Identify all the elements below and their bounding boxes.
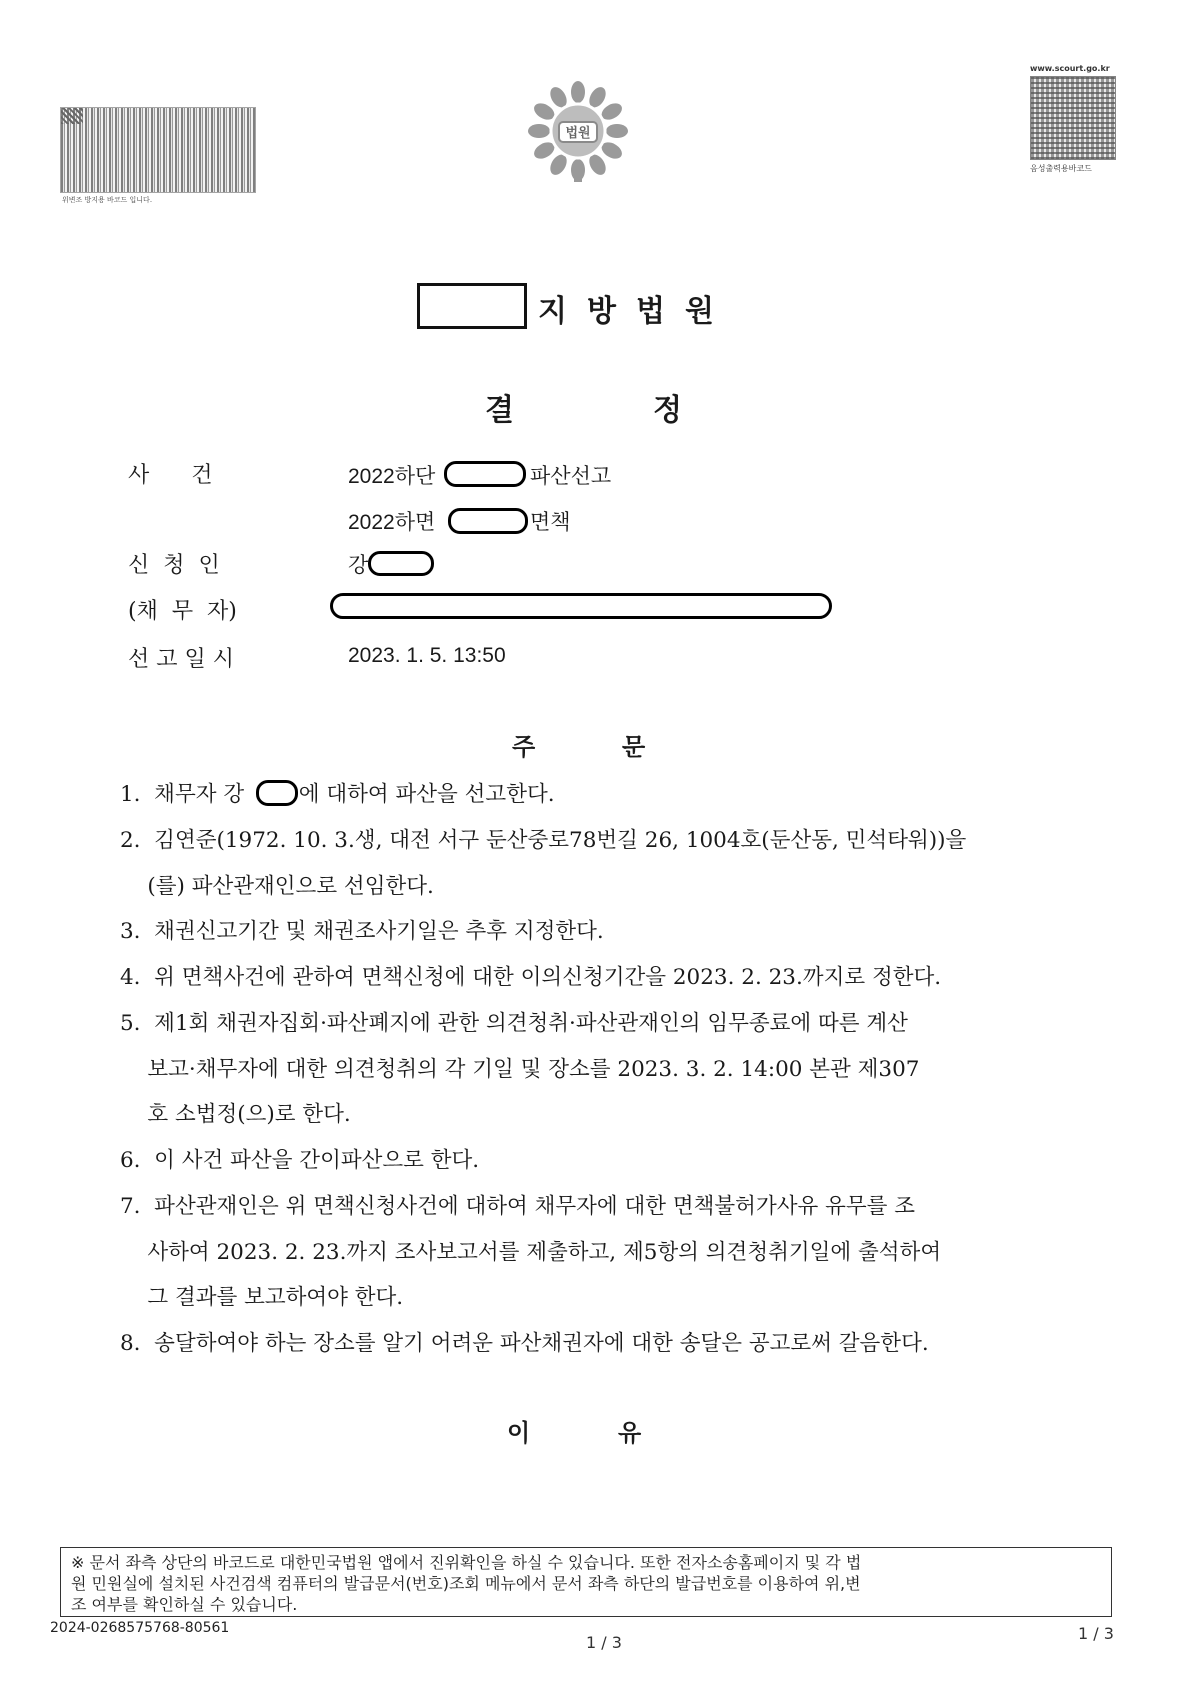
- order-item-2-line-2: (를) 파산관재인으로 선임한다.: [120, 874, 434, 899]
- redacted-case-number-2: [448, 508, 528, 534]
- redacted-debtor-address: [330, 593, 832, 619]
- qr-caption: 음성출력용바코드: [1030, 164, 1092, 173]
- notice-line-2: 원 민원실에 설치된 사건검색 컴퓨터의 발급문서(번호)조회 메뉴에서 문서 좌측 하단의 발급번호를 이용하여 위,변: [71, 1574, 861, 1593]
- seal-text: 법원: [565, 126, 591, 141]
- applicant-label: 신 청 인: [128, 553, 220, 578]
- order-item-6-line-1: 6. 이 사건 파산을 간이파산으로 한다.: [120, 1148, 480, 1173]
- case-value-1-prefix: 2022하단: [348, 465, 436, 488]
- court-name: 지방법원: [538, 294, 734, 329]
- barcode-caption: 위변조 방지용 바코드 입니다.: [62, 196, 153, 204]
- date-label: 선 고 일 시: [128, 647, 234, 672]
- redacted-applicant-name: [368, 551, 434, 576]
- reason-head-right: 유: [618, 1419, 642, 1447]
- order-item-4-line-1: 4. 위 면책사건에 관하여 면책신청에 대한 이의신청기간을 2023. 2. 23.까지로 정한다.: [120, 965, 942, 990]
- applicant-value-prefix: 강: [348, 554, 369, 577]
- case-value-1-suffix: 파산선고: [530, 465, 612, 488]
- verification-notice: [60, 1547, 1112, 1617]
- order-item-7-line-1: 7. 파산관재인은 위 면책신청사건에 대하여 채무자에 대한 면책불허가사유 유무를 조: [120, 1194, 916, 1219]
- case-value-2-suffix: 면책: [530, 511, 571, 534]
- doc-title-left: 결: [485, 393, 514, 428]
- case-value-2-prefix: 2022하면: [348, 511, 436, 534]
- order-item-8-line-1: 8. 송달하여야 하는 장소를 알기 어려운 파산채권자에 대한 송달은 공고로써 갈음한다.: [120, 1331, 929, 1356]
- debtor-label: (채 무 자): [128, 599, 237, 624]
- order-head-left: 주: [512, 733, 536, 761]
- order-item-7-line-2: 사하여 2023. 2. 23.까지 조사보고서를 제출하고, 제5항의 의견청취기일에 출석하여: [120, 1240, 942, 1265]
- order-item-5-line-1: 5. 제1회 채권자집회·파산폐지에 관한 의견청취·파산관재인의 임무종료에 따른 계산: [120, 1011, 908, 1036]
- court-url: www.scourt.go.kr: [1030, 64, 1110, 73]
- order-item-5-line-3: 호 소법정(으)로 한다.: [120, 1102, 351, 1127]
- voice-output-barcode: [1030, 76, 1116, 160]
- notice-line-1: ※ 문서 좌측 상단의 바코드로 대한민국법원 앱에서 진위확인을 하실 수 있습니다. 또한 전자소송홈페이지 및 각 법: [71, 1553, 862, 1572]
- order-item-3-line-1: 3. 채권신고기간 및 채권조사기일은 추후 지정한다.: [120, 919, 604, 944]
- redacted-debtor-name: [256, 780, 298, 806]
- redacted-court-region: [417, 283, 527, 329]
- page-number-center: 1 / 3: [586, 1633, 622, 1652]
- court-seal-icon: [525, 78, 631, 184]
- notice-line-3: 조 여부를 확인하실 수 있습니다.: [71, 1595, 298, 1614]
- order-item-7-line-3: 그 결과를 보고하여야 한다.: [120, 1285, 404, 1310]
- doc-title-right: 정: [653, 393, 682, 428]
- issue-number: 2024-0268575768-80561: [50, 1620, 230, 1636]
- case-label: 사 건: [128, 463, 213, 488]
- order-head-right: 문: [622, 733, 646, 761]
- anti-forgery-barcode: [60, 107, 256, 193]
- redacted-case-number-1: [444, 461, 526, 487]
- order-item-1-line-1: 1. 채무자 강 에 대하여 파산을 선고한다.: [120, 782, 555, 807]
- reason-head-left: 이: [507, 1419, 531, 1447]
- order-item-2-line-1: 2. 김연준(1972. 10. 3.생, 대전 서구 둔산중로78번길 26, 1004호(둔산동, 민석타워))을: [120, 828, 967, 853]
- page-number-right: 1 / 3: [1078, 1624, 1114, 1643]
- date-value: 2023. 1. 5. 13:50: [348, 644, 506, 667]
- order-item-5-line-2: 보고·채무자에 대한 의견청취의 각 기일 및 장소를 2023. 3. 2. 14:00 본관 제307: [120, 1057, 920, 1082]
